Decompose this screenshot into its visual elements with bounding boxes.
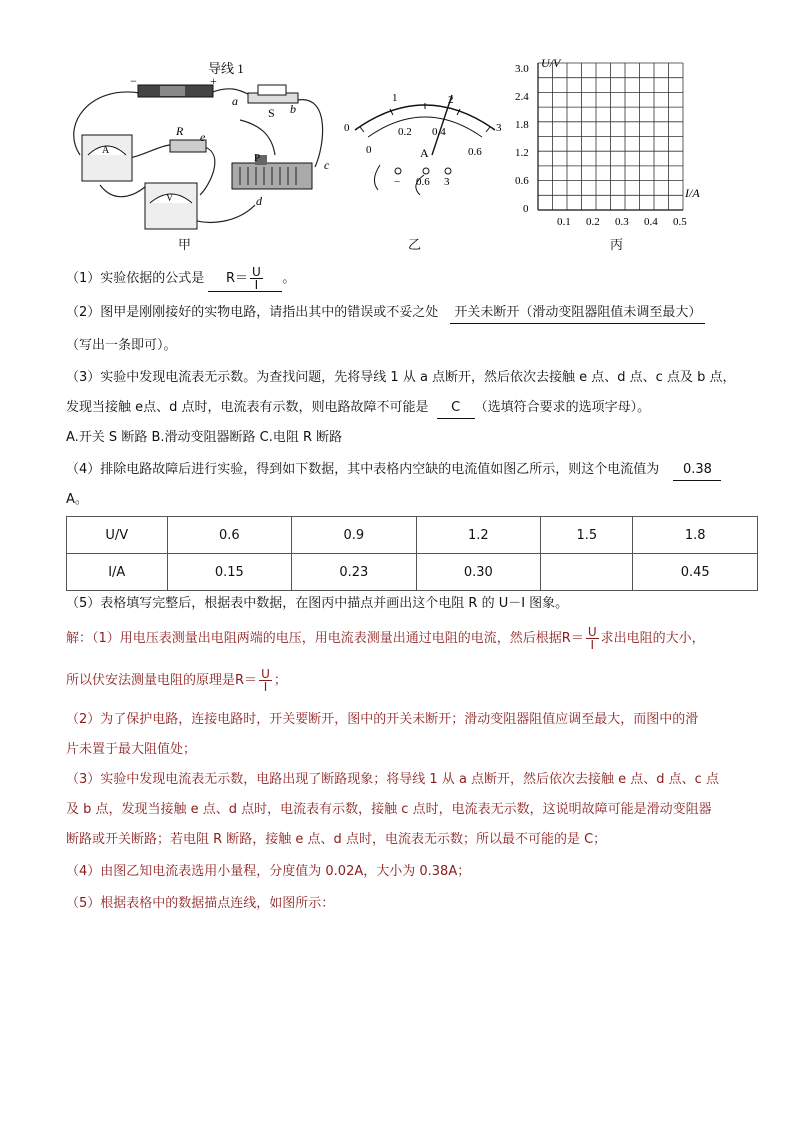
- outer-scale-1: 1: [392, 92, 398, 104]
- y-tick-0: 0: [523, 203, 529, 215]
- y-tick-12: 1.2: [515, 147, 529, 159]
- table-cell: 0.23: [292, 554, 417, 591]
- wire-1-label: 导线 1: [208, 61, 244, 76]
- question-3-options: A.开关 S 断路 B.滑动变阻器断路 C.电阻 R 断路: [66, 430, 343, 445]
- q3-answer: C: [437, 398, 475, 419]
- point-b-label: b: [290, 102, 296, 116]
- solution-1-line2: 所以伏安法测量电阻的原理是R＝ $\frac{U}{I}$ ；: [66, 667, 287, 694]
- solution-1-line1: 解：（1）用电压表测量出电阻两端的电压，用电流表测量出通过电阻的电流，然后根据R＝ $\frac{U}{I}$ 求出电阻的大小，: [66, 625, 705, 652]
- outer-scale-3: 3: [496, 122, 502, 134]
- table-cell: [541, 554, 633, 591]
- question-1: （1）实验依据的公式是 R＝ $\frac{U}{I}$ 。: [66, 265, 296, 292]
- table-cell: 0.6: [167, 517, 292, 554]
- inner-scale-1: 0.2: [398, 126, 412, 138]
- table-cell: 1.5: [541, 517, 633, 554]
- figure-yi-caption: 乙: [408, 238, 422, 253]
- switch-label: S: [268, 106, 275, 120]
- inner-scale-0: 0: [366, 144, 372, 156]
- battery-minus-label: −: [130, 74, 137, 88]
- slider-label: P: [254, 152, 261, 164]
- q4-answer: 0.38: [673, 460, 721, 481]
- table-cell: 1.8: [633, 517, 758, 554]
- y-tick-24: 2.4: [515, 91, 529, 103]
- x-tick-04: 0.4: [644, 216, 658, 228]
- solution-3-line1: （3）实验中发现电流表无示数，电路出现了断路现象；将导线 1 从 a 点断开，然后依次去接触 e 点、d 点、c 点: [66, 772, 719, 787]
- x-tick-05: 0.5: [673, 216, 687, 228]
- question-2-note: （写出一条即可）。: [66, 338, 177, 353]
- solution-4: （4）由图乙知电流表选用小量程，分度值为 0.02A，大小为 0.38A；: [66, 864, 471, 879]
- question-4: （4）排除电路故障后进行实验，得到如下数据，其中表格内空缺的电流值如图乙所示，则这个电流值为 0.38: [66, 460, 766, 481]
- inner-scale-2: 0.4: [432, 126, 446, 138]
- voltmeter-label: V: [166, 193, 174, 204]
- question-4-unit: A。: [66, 492, 88, 507]
- point-e-label: e: [200, 130, 206, 144]
- point-c-label: c: [324, 158, 330, 172]
- q2-answer: 开关未断开（滑动变阻器阻值未调至最大）: [450, 303, 705, 324]
- data-table: [66, 516, 758, 591]
- table-cell: I/A: [67, 554, 168, 591]
- terminal-06: 0.6: [416, 176, 430, 188]
- table-cell: 1.2: [416, 517, 541, 554]
- y-tick-06: 0.6: [515, 175, 529, 187]
- x-tick-01: 0.1: [557, 216, 571, 228]
- battery-plus-label: +: [210, 74, 217, 88]
- question-3-line1: （3）实验中发现电流表无示数。为查找问题，先将导线 1 从 a 点断开，然后依次去接触 e 点、d 点、c 点及 b 点，: [66, 370, 736, 385]
- table-cell: 0.15: [167, 554, 292, 591]
- y-axis-label: U/V: [541, 56, 561, 70]
- x-tick-03: 0.3: [615, 216, 629, 228]
- solution-2-line2: 片未置于最大阻值处；: [66, 742, 197, 757]
- question-2: （2）图甲是刚刚接好的实物电路，请指出其中的错误或不妥之处 开关未断开（滑动变阻器阻值未调至最大）: [66, 303, 766, 324]
- table-cell: 0.9: [292, 517, 417, 554]
- inner-scale-3: 0.6: [468, 146, 482, 158]
- grid-lines: [538, 63, 683, 210]
- point-a-label: a: [232, 94, 238, 108]
- solution-3-line2: 及 b 点，发现当接触 e 点、d 点时，电流表有示数，接触 c 点时，电流表无示数，这说明故障可能是滑动变阻器: [66, 802, 712, 817]
- table-row: [67, 517, 758, 554]
- y-tick-30: 3.0: [515, 63, 529, 75]
- y-tick-18: 1.8: [515, 119, 529, 131]
- figure-jia-caption: 甲: [178, 238, 192, 253]
- solution-2-line1: （2）为了保护电路，连接电路时，开关要断开，图中的开关未断开；滑动变阻器阻值应调至最大，而图中的滑: [66, 712, 699, 727]
- terminal-minus: −: [394, 176, 401, 188]
- dial-unit: A: [420, 146, 429, 160]
- circuit-diagram: [60, 55, 335, 245]
- x-axis-label: I/A: [685, 186, 700, 200]
- figure-bing-caption: 丙: [610, 238, 624, 253]
- solution-5: （5）根据表格中的数据描点连线，如图所示：: [66, 896, 335, 911]
- table-cell: 0.30: [416, 554, 541, 591]
- table-cell: U/V: [67, 517, 168, 554]
- x-tick-02: 0.2: [586, 216, 600, 228]
- table-cell: 0.45: [633, 554, 758, 591]
- point-d-label: d: [256, 194, 262, 208]
- resistor-label: R: [176, 124, 184, 138]
- outer-scale-0: 0: [344, 122, 350, 134]
- ammeter-label: A: [102, 145, 110, 156]
- table-row: [67, 554, 758, 591]
- solution-3-line3: 断路或开关断路；若电阻 R 断路，接触 e 点、d 点时，电流表无示数；所以最不可能的是 C；: [66, 832, 607, 847]
- question-5: （5）表格填写完整后，根据表中数据，在图丙中描点并画出这个电阻 R 的 U－I 图象。: [66, 596, 569, 611]
- question-3-line2: 发现当接触 e点、d 点时，电流表有示数，则电路故障不可能是 C （选填符合要求的选项字母）。: [66, 398, 766, 419]
- ui-graph-grid: [505, 55, 715, 235]
- outer-scale-2: 2: [448, 94, 454, 106]
- terminal-3: 3: [444, 176, 450, 188]
- ammeter-dial: [340, 85, 510, 195]
